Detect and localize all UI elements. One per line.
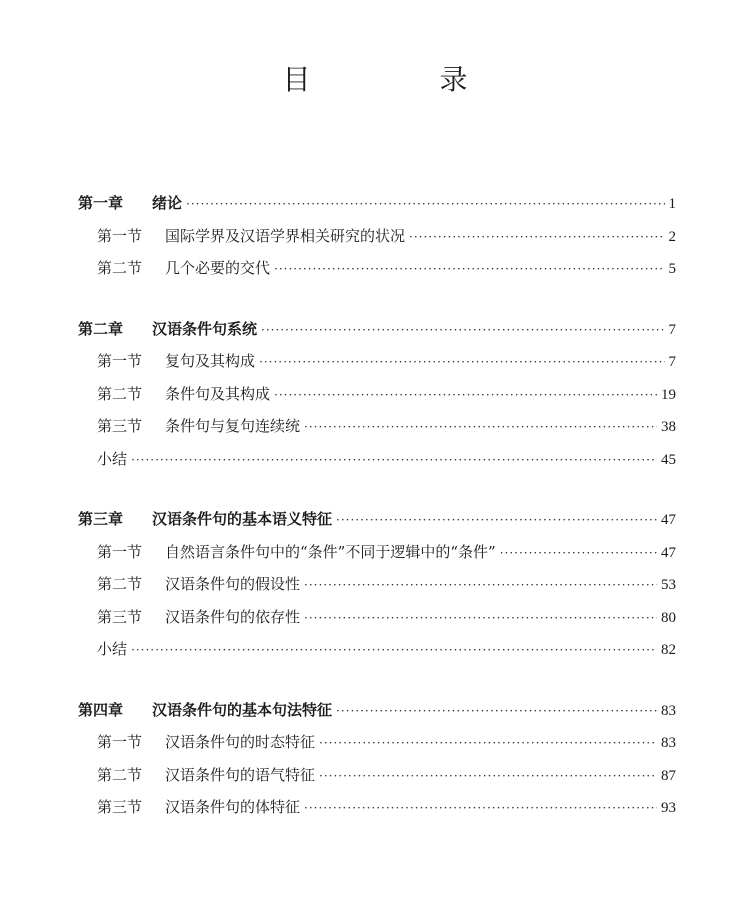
dot-leader [319,727,657,760]
dot-leader [131,444,657,477]
page-number: 38 [661,419,676,435]
section-entry[interactable] [78,536,676,569]
section-entry[interactable] [78,568,676,601]
dot-leader [304,602,657,635]
section-entry[interactable] [78,378,676,411]
dot-leader [274,379,657,412]
section-label: 第二节 [97,259,143,277]
page-number: 83 [661,702,676,719]
chapter-entry[interactable] [78,694,676,727]
page-number: 47 [661,512,676,528]
section-title: 汉语条件句的假设性 [165,575,301,593]
section-entry[interactable] [78,601,676,634]
section-title: 国际学界及汉语学界相关研究的状况 [165,226,406,245]
table-of-contents [78,187,676,852]
dot-leader [131,634,657,667]
section-label: 第一节 [97,542,143,561]
section-title: 条件句及其构成 [165,384,271,403]
chapter-label: 第四章 [78,700,124,719]
dot-leader [304,792,657,825]
section-title: 汉语条件句的语气特征 [165,765,316,784]
dot-leader [409,221,664,254]
summary-entry[interactable] [78,443,676,476]
section-title: 汉语条件句的时态特征 [165,733,316,751]
section-entry[interactable] [78,726,676,759]
section-entry[interactable] [78,791,676,824]
page-number: 80 [661,609,676,626]
chapter-3 [78,503,676,666]
dot-leader [259,346,664,379]
section-label: 第三节 [97,417,143,435]
dot-leader [336,695,657,728]
summary-label: 小结 [97,640,128,658]
page-number: 53 [661,577,676,593]
dot-leader [186,188,664,221]
dot-leader [261,314,664,347]
section-entry[interactable] [78,759,676,792]
chapter-title: 汉语条件句系统 [152,319,258,338]
section-title: 汉语条件句的依存性 [165,607,301,626]
dot-leader [336,504,657,537]
page-number: 82 [661,642,676,658]
summary-label: 小结 [97,449,128,468]
page-number: 5 [668,261,676,277]
summary-entry[interactable] [78,633,676,666]
chapter-title: 绪论 [152,194,183,212]
section-title: 复句及其构成 [165,352,256,370]
section-title: 自然语言条件句中的“条件”不同于逻辑中的“条件” [165,542,496,561]
page-title: 目 录 [282,63,528,96]
dot-leader [304,411,657,444]
section-entry[interactable] [78,345,676,378]
section-label: 第三节 [97,607,143,626]
chapter-4 [78,694,676,824]
section-label: 第二节 [97,384,143,403]
chapter-label: 第三章 [78,510,124,528]
chapter-label: 第一章 [78,194,124,212]
section-entry[interactable] [78,220,676,253]
section-label: 第一节 [97,226,143,245]
chapter-title: 汉语条件句的基本句法特征 [152,700,333,719]
section-entry[interactable] [78,410,676,443]
dot-leader [319,760,657,793]
section-entry[interactable] [78,252,676,285]
chapter-entry[interactable] [78,503,676,536]
page-number: 7 [668,354,676,370]
section-label: 第一节 [97,352,143,370]
page-number: 87 [661,767,676,784]
section-title: 汉语条件句的体特征 [165,798,301,816]
page-number: 45 [661,451,676,468]
section-label: 第二节 [97,765,143,784]
chapter-2 [78,313,676,476]
page-number: 47 [661,544,676,561]
page-number: 1 [668,196,676,212]
chapter-entry[interactable] [78,187,676,220]
dot-leader [274,253,664,286]
page-number: 2 [668,228,676,245]
chapter-1 [78,187,676,285]
dot-leader [500,537,657,570]
section-title: 条件句与复句连续统 [165,417,301,435]
page-number: 7 [668,321,676,338]
page-number: 19 [661,386,676,403]
chapter-title: 汉语条件句的基本语义特征 [152,510,333,528]
chapter-label: 第二章 [78,319,124,338]
section-label: 第一节 [97,733,143,751]
dot-leader [304,569,657,602]
chapter-entry[interactable] [78,313,676,346]
section-label: 第三节 [97,798,143,816]
section-label: 第二节 [97,575,143,593]
page-number: 93 [661,800,676,816]
page-number: 83 [661,735,676,751]
section-title: 几个必要的交代 [165,259,271,277]
